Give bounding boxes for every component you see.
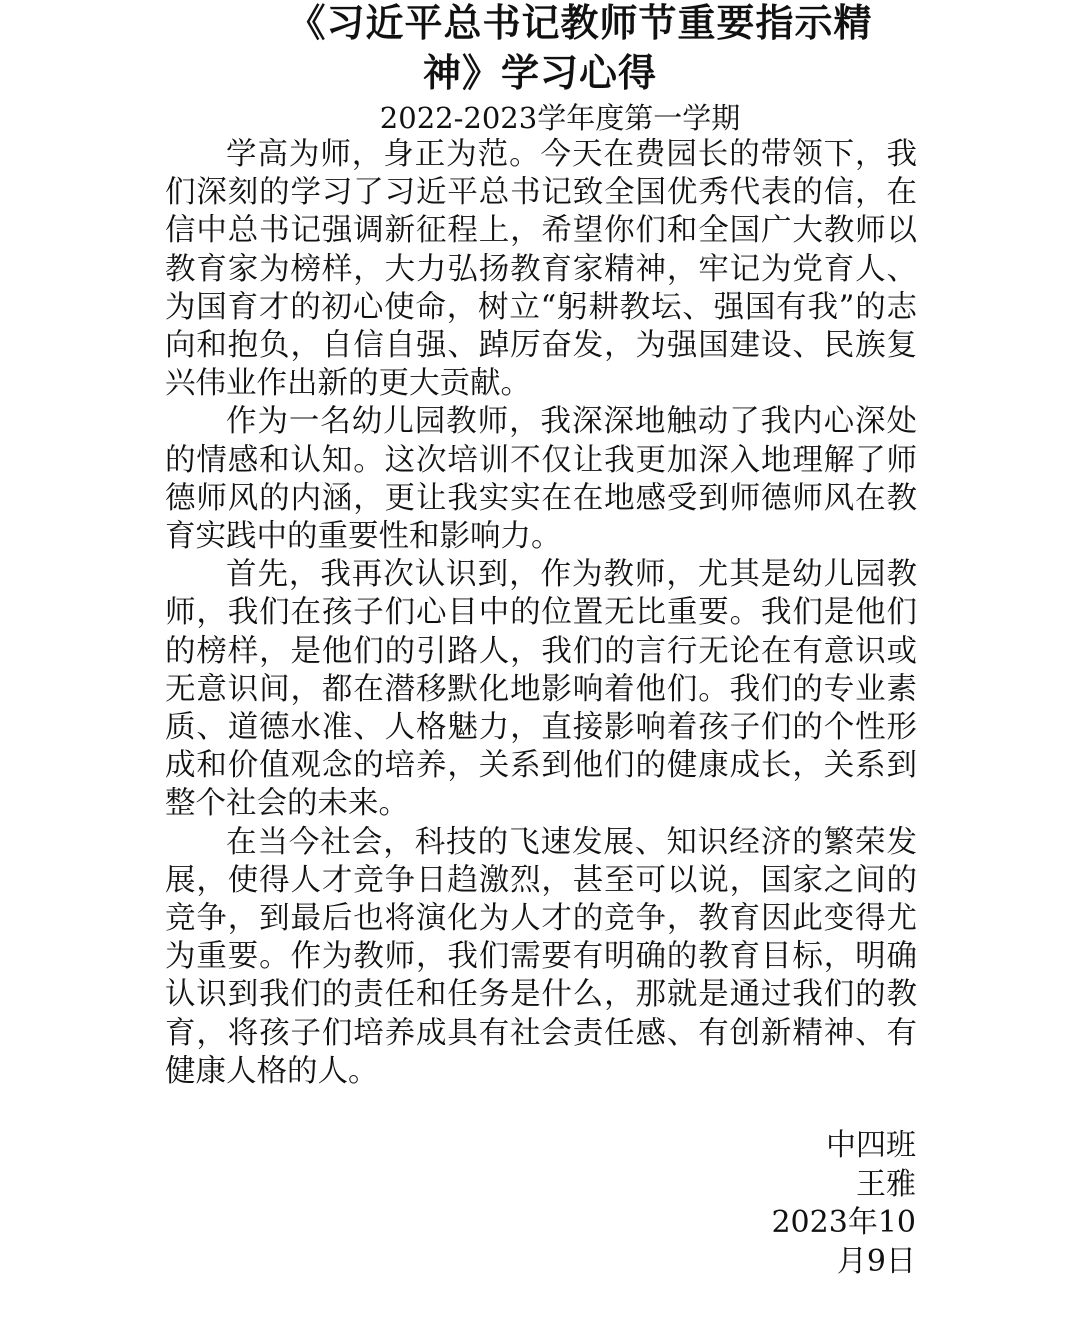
paragraph-3: 首先，我再次认识到，作为教师，尤其是幼儿园教师，我们在孩子们心目中的位置无比重要。我们是他们的榜样，是他们的引路人，我们的言行无论在有意识或无意识间，都在潜移默化地影响着他们。我们的专业素质、道德水准、人格魅力，直接影响着孩子们的个性形成和价值观念的培养，关系到他们的健康成长，关系到整个社会的未来。 bbox=[165, 557, 917, 822]
document-body bbox=[165, 136, 917, 1091]
author-name: 王雅 bbox=[856, 1166, 916, 1202]
document-title-line-2: 神》学习心得 bbox=[422, 51, 657, 95]
paragraph-2: 作为一名幼儿园教师，我深深地触动了我内心深处的情感和认知。这次培训不仅让我更加深入地理解了师德师风的内涵，更让我实实在在地感受到师德师风在教育实践中的重要性和影响力。 bbox=[165, 404, 917, 555]
paragraph-1: 学高为师，身正为范。今天在费园长的带领下，我们深刻的学习了习近平总书记致全国优秀代表的信，在信中总书记强调新征程上，希望你们和全国广大教师以教育家为榜样，大力弘扬教育家精神，牢记为党育人、为国育才的初心使命，树立“躬耕教坛、强国有我”的志向和抱负，自信自强、踔厉奋发，为强国建设、民族复兴伟业作出新的更大贡献。 bbox=[165, 137, 917, 402]
class-name: 中四班 bbox=[826, 1128, 916, 1163]
date-line-1: 2023年10 bbox=[771, 1205, 916, 1240]
date-line-2: 月9日 bbox=[836, 1243, 916, 1279]
signature-block bbox=[756, 1127, 916, 1281]
paragraph-4: 在当今社会，科技的飞速发展、知识经济的繁荣发展，使得人才竞争日趋激烈，甚至可以说，国家之间的竞争，到最后也将演化为人才的竞争，教育因此变得尤为重要。作为教师，我们需要有明确的教育目标，明确认识到我们的责任和任务是什么，那就是通过我们的教育，将孩子们培养成具有社会责任感、有创新精神、有健康人格的人。 bbox=[165, 824, 917, 1089]
document-title-line-1: 《习近平总书记教师节重要指示精 bbox=[287, 1, 873, 45]
semester-subtitle: 2022-2023学年度第一学期 bbox=[379, 101, 741, 135]
